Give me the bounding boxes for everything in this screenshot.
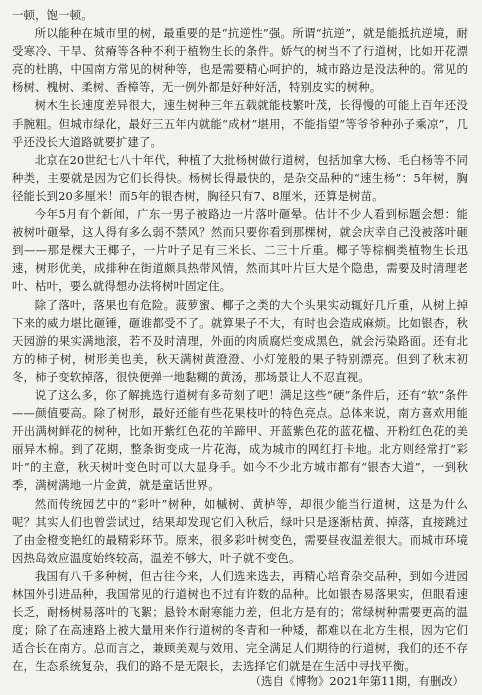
paragraph-2: 所以能种在城市里的树，最重要的是“抗逆性”强。所谓“抗逆”，就是能抵抗逆境，耐受寒冷、干旱、贫瘠等各种不利于植物生长的条件。娇气的树当不了行道树，比如开花漂亮的杜鹃，中国南方常见的树种等，也是需要精心呵护的，城市路边是没法种的。常见的杨树、槐树、柔树、香樟等，无一例外都是好种好活，特别皮实的树种。 <box>12 26 468 95</box>
paragraph-4: 北京在20世纪七八十年代，种植了大批杨树做行道树，包括加拿大杨、毛白杨等不同种类，主要就是因为它们长得快。杨树长得最快的，是杂交品种的“速生杨”：5年树，胸径能长到20多厘米！而5年的银杏树，胸径只有7、8厘米，还算是树苗。 <box>12 152 468 203</box>
paragraph-8: 然而传统园艺中的“彩叶”树种，如槭树、黄栌等，却很少能当行道树，这是为什么呢？其实人们也曾尝试过，结果却发现它们入秋后，绿叶只是逐渐枯黄、掉落，直接跳过了由金橙变艳红的最精彩环节。原来，很多彩叶树变色，需要昼夜温差很大。而城市环境因热岛效应温度始终较高，温差不够大，叶子就不变色。 <box>12 496 468 565</box>
paragraph-3: 树木生长速度差异很大，速生树种三年五载就能枝繁叶茂，长得慢的可能上百年还没手腕粗。但城市绿化，最好三五年内就能“成材”堪用，不能指望“等爷爷种孙子乘凉”，几乎还没长大道路就要扩建了。 <box>12 98 468 149</box>
paragraph-6: 除了落叶，落果也有危险。菠萝蜜、椰子之类的大个头果实动辄好几斤重，从树上掉下来的威力堪比砸锤，砸谁都受不了。就算果子不大，有时也会造成麻烦。比如银杏，秋天园游的果实满地滚，若不及时清理，外面的肉质腐烂变成黑色，就会污染路面。还有北方的柿子树，树形美也美，秋天满树黄澄澄、小灯笼般的果子特别漂亮。但到了秋末初冬，柿子变软掉落，很快便弹一地黏糊的黄汤，那场景让人不忍直视。 <box>12 297 468 384</box>
paragraph-5: 今年5月有个新闻，广东一男子被路边一片落叶砸晕。估计不少人看到标题会想：能被树叶砸晕，这人得有多么弱不禁风？然而只要你看到那棵树，就会庆幸自己没被落叶砸到——那是棵大王椰子，一片叶子足有三米长、二三十斤重。椰子等棕榈类植物生长迅速，树形优美，成排种在街道颇具热带风情，然而其叶片巨大是个隐患，需要及时清理老叶、枯叶，要么就得想办法将树叶固定住。 <box>12 207 468 294</box>
paragraph-7: 说了这么多，你了解挑选行道树有多苛刻了吧！满足这些“硬”条件后，还有“软”条件——颜值要高。除了树形，最好还能有些花果枝叶的特色亮点。总体来说，南方喜欢用能开出满树鲜花的树种，比如开紫红色花的羊蹄甲、开蓝紫色花的蓝花楹、开粉红色花的美丽异木棉。到了花期，整条街变成一片花海，成为城市的网红打卡地。北方则经常打“彩叶”的主意，秋天树叶变色时可以大显身手。如今不少北方城市都有“银杏大道”，一到秋季，满树满地一片金黄，就是童话世界。 <box>12 387 468 493</box>
paragraph-9: 我国有八千多种树，但古往今来，人们选来选去，再精心培育杂交品种，到如今进园林国外引进品种，我国常见的行道树也不过有许数的品种。比如银杏易落果实，但眼看速长乏，耐杨树易落叶的飞絮；悬铃木耐寒能力差，但北方是有的；常绿树种需要更高的温度；除了在高速路上被大量用来作行道树的冬青和一种矮，都难以在北方生根，因为它们适合长在南方。总而言之，兼顾美观与效用、完全满足人们期待的行道树，我们的还不存在，生态系统复杂，我们的路不是无限长，去选择它们就是在生活中寻找平衡。 <box>12 568 468 674</box>
source-citation: （选自《博物》2021年第11期，有删改） <box>249 674 464 688</box>
paragraph-1: 一顿，饱一顿。 <box>12 8 93 22</box>
